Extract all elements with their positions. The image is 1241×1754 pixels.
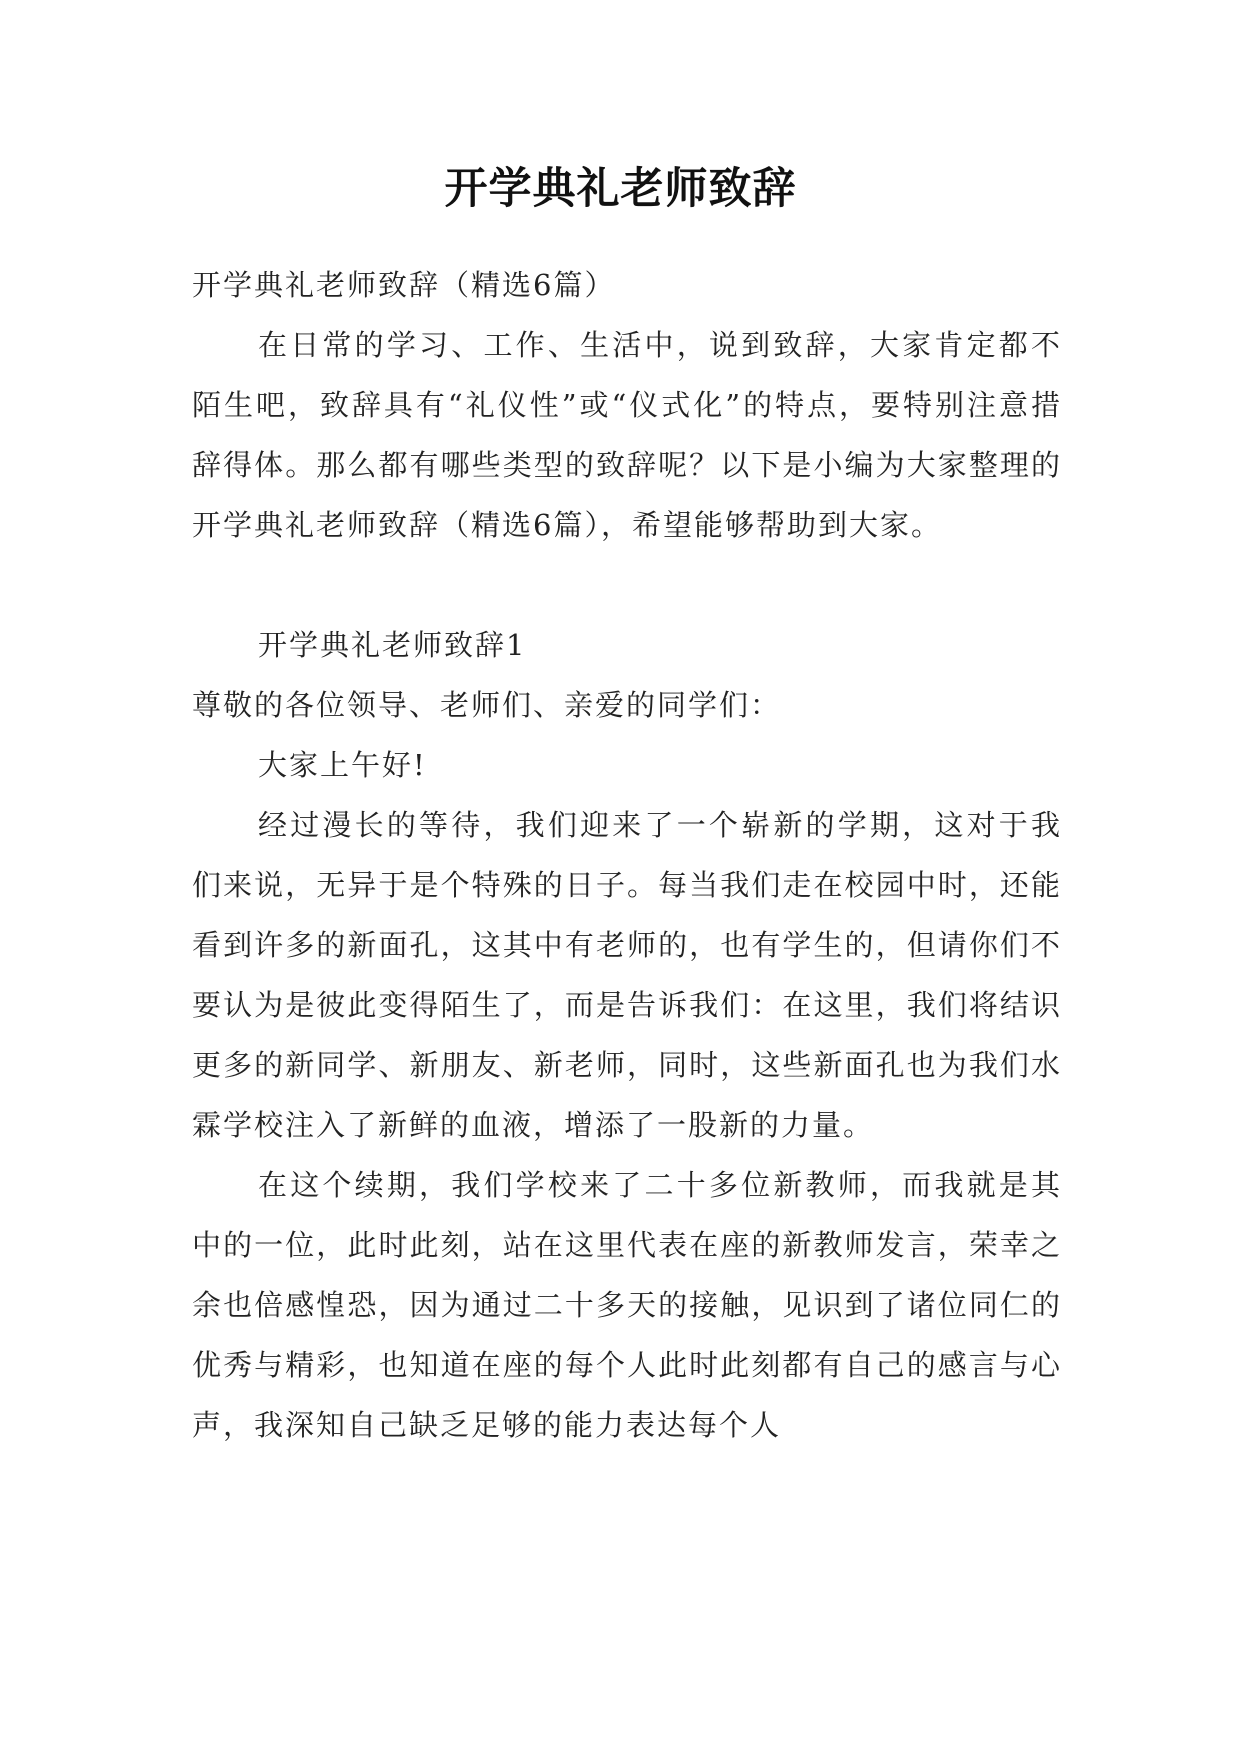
greeting: 大家上午好!: [258, 748, 427, 782]
body-paragraph-1: 经过漫长的等待，我们迎来了一个崭新的学期，这对于我们来说，无异于是个特殊的日子。每当我们走在校园中时，还能看到许多的新面孔，这其中有老师的，也有学生的，但请你们不要认为是彼此变得陌生了，而是告诉我们：在这里，我们将结识更多的新同学、新朋友、新老师，同时，这些新面孔也为我们水霖学校注入了新鲜的血液，增添了一股新的力量。: [192, 808, 1062, 1142]
paragraph-spacer: [192, 555, 1062, 615]
salutation: 尊敬的各位领导、老师们、亲爱的同学们：: [192, 688, 782, 722]
intro-paragraph: 在日常的学习、工作、生活中，说到致辞，大家肯定都不陌生吧，致辞具有“礼仪性”或“仪式化”的特点，要特别注意措辞得体。那么都有哪些类型的致辞呢？以下是小编为大家整理的开学典礼老师致辞（精选6篇），希望能够帮助到大家。: [192, 328, 1062, 542]
section-heading: 开学典礼老师致辞1: [258, 628, 527, 662]
document-title: 开学典礼老师致辞: [444, 164, 797, 214]
document-body: [192, 255, 1062, 1455]
document-subtitle: 开学典礼老师致辞（精选6篇）: [192, 268, 616, 302]
body-paragraph-2: 在这个续期，我们学校来了二十多位新教师，而我就是其中的一位，此时此刻，站在这里代表在座的新教师发言，荣幸之余也倍感惶恐，因为通过二十多天的接触，见识到了诸位同仁的优秀与精彩，也知道在座的每个人此时此刻都有自己的感言与心声，我深知自己缺乏足够的能力表达每个人: [192, 1168, 1062, 1442]
